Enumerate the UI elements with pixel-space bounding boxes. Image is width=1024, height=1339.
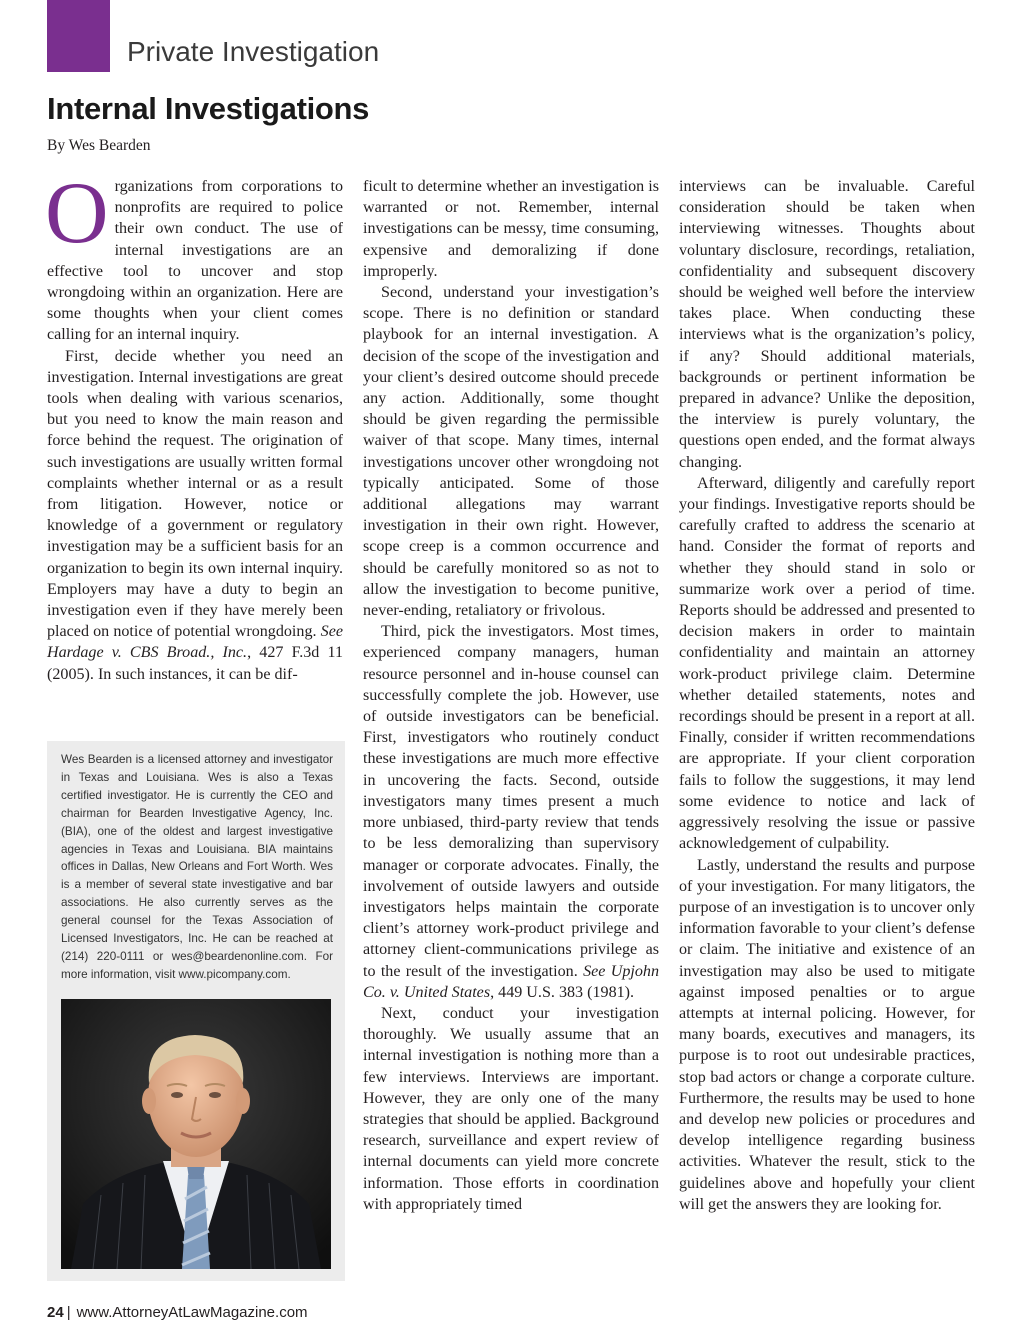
article-paragraph: Next, conduct your investigation thoroughly. We usually assume that an internal investigation is nothing more than a few interviews. Interviews are important. However, they are only one of the many strategies that should be applied. Background research, surveillance and expert review of internal documents can yield more concrete information. Those efforts in coordination with appropriately timed bbox=[363, 1004, 659, 1213]
case-see: See bbox=[320, 623, 343, 641]
case-citation-reference: , 427 F.3d 11 (2005). In such instances, it can be dif- bbox=[47, 644, 343, 683]
section-color-tab bbox=[47, 0, 110, 72]
page-number: 24 bbox=[47, 1304, 64, 1321]
author-bio-box bbox=[47, 741, 345, 1281]
article-paragraph bbox=[47, 346, 343, 685]
byline: By Wes Bearden bbox=[47, 137, 151, 154]
article-paragraph: Second, understand your investigation’s scope. There is no definition or standard playbook for an internal investigation. A decision of the scope of the investigation and your client’s desired outcome should precede any action. Additionally, some thought should be given regarding the permissible waiver of that scope. Many times, internal investigations uncover other wrongdoing not typically anticipated. Some of those additional allegations may warrant investigation in their own right. However, scope creep is a common occurrence and should be carefully monitored so as not to allow the investigation to become punitive, never-ending, retaliatory or frivolous. bbox=[363, 284, 659, 620]
author-photo bbox=[61, 999, 331, 1269]
section-title: Private Investigation bbox=[127, 36, 380, 67]
paragraph-text: Third, pick the investigators. Most times, experienced company managers, human resource personnel and in-house counsel can successfully complete the job. However, use of outside investigators can be beneficial. First, investigators who routinely conduct these investigations are much more effective in uncovering the facts. Second, outside investigators many times present a much more unbiased, third-party review that tends to be less demoralizing than supervisory manager or corporate advocates. Finally, the involvement of outside lawyers and outside investigators helps maintain the corporate client’s attorney work-product privilege and attorney client-communications privilege as to the result of the investigation. bbox=[363, 623, 659, 980]
article-column-2 bbox=[363, 176, 659, 1215]
footer-separator: | bbox=[66, 1304, 71, 1321]
article-column-3 bbox=[679, 176, 975, 1215]
article-paragraph bbox=[363, 621, 659, 1003]
paragraph-text: First, decide whether you need an investigation. Internal investigations are great tools when dealing with various scenarios, but you need to know the main reason and force behind the request. The origination of such investigations are usually written formal complaints whether internal or as a result from litigation. However, notice or knowledge of a government or regulatory investigation may be a sufficient basis for an organization to begin its own internal inquiry. Employers may have a duty to begin an investigation even if they have merely been placed on notice of potential wrongdoing. bbox=[47, 347, 343, 641]
article-paragraph: interviews can be invaluable. Careful consideration should be taken when interviewing witnesses. Thoughts about voluntary disclosure, recordings, retaliation, confidentiality and subsequent discovery should be weighed well before the interview takes place. When conducting these interviews what is the organization’s policy, if any? Should additional materials, backgrounds or pertinent information be prepared in advance? Unlike the deposition, the interview is purely voluntary, the questions open ended, and the format always changing. bbox=[679, 178, 975, 471]
article-column-1 bbox=[45, 165, 343, 685]
magazine-website: www.AttorneyAtLawMagazine.com bbox=[76, 1304, 308, 1321]
case-citation-name: See Upjohn Co. v. United States bbox=[363, 962, 660, 1001]
article-title: Internal Investigations bbox=[47, 91, 370, 126]
drop-cap: O bbox=[45, 165, 109, 262]
article-paragraph: Afterward, diligently and carefully report your findings. Investigative reports should be carefully crafted to address the scenario at hand. Consider the format of reports and whether they should stand in solo or summarize work over a period of time. Reports should be addressed and presented to decision makers in order to maintain confidentiality and maintain an attorney work-product privilege claim. Determine whether detailed statements, notes and recordings should be present in a report at all. Finally, consider if written recommendations are appropriate. If your client corporation fails to follow the suggestions, it may lend some evidence to notice and lack of aggressively resolving the issue or passive acknowledgement of culpability. bbox=[679, 474, 975, 853]
paragraph-text: rganizations from corporations to nonprofits are required to police their own conduct. The use of internal investigations are an effective tool to uncover and stop wrongdoing within an organization. Here are some thoughts when your client comes calling for an internal inquiry. bbox=[47, 178, 343, 344]
article-paragraph: ficult to determine whether an investigation is warranted or not. Remember, internal investigations can be messy, time consuming, expensive and demoralizing if done improperly. bbox=[363, 178, 659, 280]
page-footer bbox=[47, 1304, 308, 1322]
author-bio-text: Wes Bearden is a licensed attorney and investigator in Texas and Louisiana. Wes is also a Texas certified investigator. He is currently the CEO and chairman for Bearden Investigative Agency, Inc. (BIA), one of the oldest and largest investigative agencies in Texas and Louisiana. BIA maintains offices in Dallas, New Orleans and Fort Worth. Wes is a member of several state investigative and bar associations. He also currently serves as the general counsel for the Texas Association of Licensed Investigators, Inc. He can be reached at (214) 220-0111 or wes@beardenonline.com. For more information, visit www.picompany.com. bbox=[61, 753, 333, 981]
article-paragraph bbox=[45, 165, 343, 346]
case-citation-reference: , 449 U.S. 383 (1981). bbox=[490, 983, 635, 1001]
case-citation-name: Hardage v. CBS Broad., Inc. bbox=[47, 644, 248, 662]
article-paragraph: Lastly, understand the results and purpose of your investigation. For many litigators, the purpose of an investigation is to uncover only information favorable to your client’s defense or claim. The initiative and existence of an investigation may also be used to mitigate against imposed penalties or to argue attempts at internal policing. However, for many boards, executives and managers, its purpose is to root out undesirable practices, stop bad actors or change a corporate culture. Furthermore, the results may be used to hone and develop new policies or procedures and develop intelligence regarding business activities. Whatever the result, stick to the guidelines above and hopefully your client will get the answers they are looking for. bbox=[679, 856, 975, 1213]
